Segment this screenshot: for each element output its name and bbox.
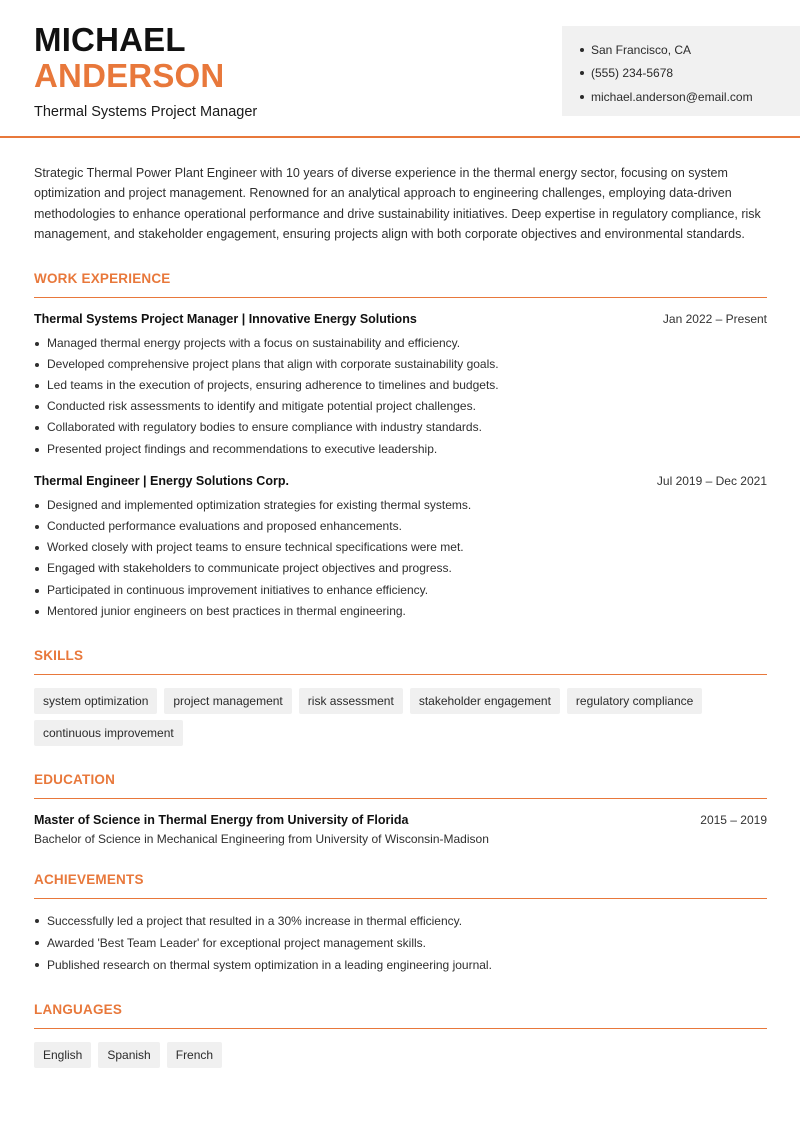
location-text: San Francisco, CA bbox=[591, 42, 692, 57]
name-block bbox=[34, 22, 257, 120]
phone-text: (555) 234-5678 bbox=[591, 66, 674, 81]
skill-tag: continuous improvement bbox=[34, 720, 183, 746]
list-item: Presented project findings and recommendations to executive leadership. bbox=[34, 439, 767, 460]
job-header bbox=[34, 474, 767, 488]
education-section bbox=[34, 772, 767, 846]
first-name: MICHAEL bbox=[34, 21, 186, 58]
section-title: EDUCATION bbox=[34, 772, 767, 799]
last-name: ANDERSON bbox=[34, 57, 225, 94]
list-item: Conducted performance evaluations and proposed enhancements. bbox=[34, 516, 767, 537]
job-title: Thermal Systems Project Manager bbox=[34, 104, 258, 120]
section-title: SKILLS bbox=[34, 648, 767, 675]
skill-tag: risk assessment bbox=[299, 688, 403, 714]
job-entry bbox=[34, 474, 767, 622]
education-dates: 2015 – 2019 bbox=[700, 813, 767, 828]
list-item: Published research on thermal system optimization in a leading engineering journal. bbox=[34, 954, 767, 976]
section-title: WORK EXPERIENCE bbox=[34, 271, 767, 298]
education-secondary: Bachelor of Science in Mechanical Engineering from University of Wisconsin-Madison bbox=[34, 832, 489, 847]
education-degree: Master of Science in Thermal Energy from University of Florida bbox=[34, 813, 409, 828]
achievement-bullets bbox=[34, 910, 767, 976]
list-item: Engaged with stakeholders to communicate project objectives and progress. bbox=[34, 558, 767, 579]
job-dates: Jul 2019 – Dec 2021 bbox=[656, 473, 767, 488]
skill-tags bbox=[34, 688, 767, 752]
skill-tag: stakeholder engagement bbox=[410, 688, 560, 714]
list-item: Mentored junior engineers on best practices in thermal engineering. bbox=[34, 601, 767, 622]
language-tag: French bbox=[167, 1042, 222, 1068]
achievements-section bbox=[34, 872, 767, 976]
contact-location bbox=[580, 38, 800, 62]
education-header bbox=[34, 813, 767, 827]
contact-box bbox=[562, 26, 800, 116]
summary: Strategic Thermal Power Plant Engineer with 10 years of diverse experience in the thermal energy sector, focusing on system optimization and project management. Renowned for an analytical approach to engineering challenges, employing data-driven methodologies to enhance operational performance and drive sustainability initiatives. Deep expertise in regulatory compliance, risk management, and stakeholder engagement, ensuring projects align with both corporate objectives and environmental standards. bbox=[34, 166, 761, 242]
language-tags bbox=[34, 1042, 767, 1074]
list-item: Awarded 'Best Team Leader' for exceptional project management skills. bbox=[34, 932, 767, 954]
job-role: Thermal Systems Project Manager | Innovative Energy Solutions bbox=[34, 311, 417, 326]
bullet-icon bbox=[580, 48, 584, 52]
list-item: Successfully led a project that resulted in a 30% increase in thermal efficiency. bbox=[34, 910, 767, 932]
section-title: ACHIEVEMENTS bbox=[34, 872, 767, 899]
language-tag: English bbox=[34, 1042, 91, 1068]
contact-email bbox=[580, 85, 800, 109]
job-header bbox=[34, 312, 767, 326]
work-experience-section bbox=[34, 271, 767, 622]
list-item: Designed and implemented optimization strategies for existing thermal systems. bbox=[34, 495, 767, 516]
skill-tag: project management bbox=[164, 688, 291, 714]
list-item: Collaborated with regulatory bodies to ensure compliance with industry standards. bbox=[34, 417, 767, 438]
job-role: Thermal Engineer | Energy Solutions Corp. bbox=[34, 473, 289, 488]
skill-tag: system optimization bbox=[34, 688, 157, 714]
list-item: Led teams in the execution of projects, ensuring adherence to timelines and budgets. bbox=[34, 375, 767, 396]
languages-section bbox=[34, 1002, 767, 1074]
job-bullets bbox=[34, 495, 767, 622]
resume-body bbox=[34, 163, 767, 1074]
language-tag: Spanish bbox=[98, 1042, 159, 1068]
skill-tag: regulatory compliance bbox=[567, 688, 702, 714]
job-dates: Jan 2022 – Present bbox=[662, 311, 767, 326]
bullet-icon bbox=[580, 95, 584, 99]
list-item: Participated in continuous improvement initiatives to enhance efficiency. bbox=[34, 580, 767, 601]
job-bullets bbox=[34, 333, 767, 460]
resume-header bbox=[0, 0, 800, 138]
bullet-icon bbox=[580, 71, 584, 75]
job-entry bbox=[34, 312, 767, 460]
email-text: michael.anderson@email.com bbox=[591, 89, 753, 104]
list-item: Managed thermal energy projects with a focus on sustainability and efficiency. bbox=[34, 333, 767, 354]
section-title: LANGUAGES bbox=[34, 1002, 767, 1029]
skills-section bbox=[34, 648, 767, 752]
contact-phone bbox=[580, 62, 800, 86]
list-item: Developed comprehensive project plans that align with corporate sustainability goals. bbox=[34, 354, 767, 375]
list-item: Worked closely with project teams to ensure technical specifications were met. bbox=[34, 537, 767, 558]
list-item: Conducted risk assessments to identify and mitigate potential project challenges. bbox=[34, 396, 767, 417]
